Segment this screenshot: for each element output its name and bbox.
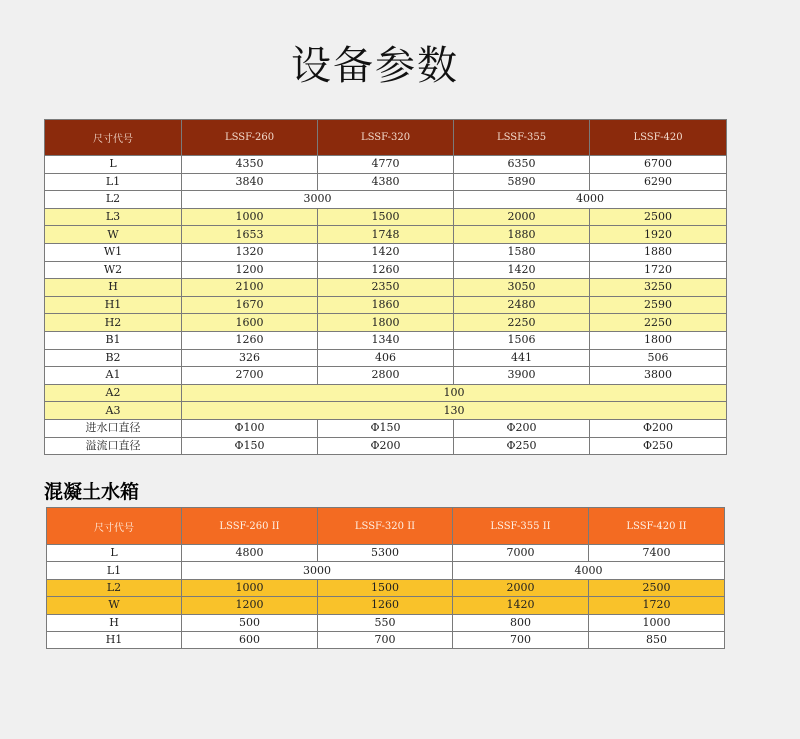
row-label: H1: [45, 296, 182, 314]
cell: 850: [589, 631, 725, 648]
header-model: LSSF-420: [590, 120, 727, 156]
table-row: [45, 296, 727, 314]
cell: Φ200: [590, 419, 727, 437]
cell: 550: [318, 614, 453, 631]
cell: 5300: [318, 545, 453, 562]
row-label: H: [47, 614, 182, 631]
cell: 4800: [182, 545, 318, 562]
cell: 4350: [182, 156, 318, 174]
row-label: B2: [45, 349, 182, 367]
cell: Φ200: [318, 437, 454, 455]
cell: 4770: [318, 156, 454, 174]
cell: 406: [318, 349, 454, 367]
cell: 506: [590, 349, 727, 367]
row-label: A1: [45, 367, 182, 385]
cell: 2800: [318, 367, 454, 385]
cell: 1720: [589, 597, 725, 614]
cell: Φ150: [182, 437, 318, 455]
table-row: [45, 208, 727, 226]
header-model: LSSF-260 II: [182, 508, 318, 545]
row-label: L1: [47, 562, 182, 579]
row-label: A2: [45, 384, 182, 402]
cell: 1200: [182, 597, 318, 614]
table-row: [45, 331, 727, 349]
cell: 6350: [454, 156, 590, 174]
cell: Φ250: [590, 437, 727, 455]
row-label: W2: [45, 261, 182, 279]
row-label: L1: [45, 173, 182, 191]
cell: 1653: [182, 226, 318, 244]
cell: 7000: [453, 545, 589, 562]
cell: 2700: [182, 367, 318, 385]
cell: 2500: [589, 579, 725, 596]
cell: 2000: [453, 579, 589, 596]
row-label: L3: [45, 208, 182, 226]
cell: 700: [453, 631, 589, 648]
row-label: L: [47, 545, 182, 562]
cell: 6700: [590, 156, 727, 174]
table-row: [45, 226, 727, 244]
cell: Φ200: [454, 419, 590, 437]
table-row: [45, 156, 727, 174]
table-row: [45, 279, 727, 297]
row-label: H2: [45, 314, 182, 332]
merged-cell: 4000: [454, 191, 727, 209]
table-row: [45, 314, 727, 332]
cell: 6290: [590, 173, 727, 191]
cell: 3050: [454, 279, 590, 297]
cell: 2500: [590, 208, 727, 226]
cell: 1260: [182, 331, 318, 349]
header-model: LSSF-260: [182, 120, 318, 156]
concrete-tank-table: [46, 507, 725, 649]
table-row: [45, 437, 727, 455]
row-label: L: [45, 156, 182, 174]
cell: 1420: [454, 261, 590, 279]
cell: 1600: [182, 314, 318, 332]
table-row: [45, 261, 727, 279]
merged-cell: 3000: [182, 191, 454, 209]
cell: 1000: [589, 614, 725, 631]
cell: 2100: [182, 279, 318, 297]
row-label: H: [45, 279, 182, 297]
cell: 1000: [182, 208, 318, 226]
merged-cell: 100: [182, 384, 727, 402]
cell: 1800: [590, 331, 727, 349]
cell: 3250: [590, 279, 727, 297]
table-row: [45, 173, 727, 191]
page-title: 设备参数: [291, 43, 459, 89]
row-label: L2: [45, 191, 182, 209]
equipment-parameter-table: [44, 119, 727, 455]
table-row: [45, 384, 727, 402]
row-label: L2: [47, 579, 182, 596]
cell: 1860: [318, 296, 454, 314]
table-row: [45, 419, 727, 437]
cell: 1880: [590, 243, 727, 261]
cell: 2480: [454, 296, 590, 314]
cell: 1320: [182, 243, 318, 261]
table-row: [45, 367, 727, 385]
merged-cell: 4000: [453, 562, 725, 579]
header-size-code: 尺寸代号: [47, 508, 182, 545]
cell: 1670: [182, 296, 318, 314]
cell: 1260: [318, 597, 453, 614]
cell: Φ100: [182, 419, 318, 437]
merged-cell: 3000: [182, 562, 453, 579]
table-row: [47, 545, 725, 562]
merged-cell: 130: [182, 402, 727, 420]
table-row: [47, 562, 725, 579]
table-row: [45, 349, 727, 367]
table-header-row: [45, 120, 727, 156]
cell: 3840: [182, 173, 318, 191]
cell: 2590: [590, 296, 727, 314]
cell: 1506: [454, 331, 590, 349]
cell: 3900: [454, 367, 590, 385]
cell: 2250: [454, 314, 590, 332]
table-row: [47, 614, 725, 631]
table-row: [45, 243, 727, 261]
row-label: W1: [45, 243, 182, 261]
cell: 1720: [590, 261, 727, 279]
cell: 326: [182, 349, 318, 367]
cell: 1420: [453, 597, 589, 614]
cell: 1880: [454, 226, 590, 244]
row-label: 进水口直径: [45, 419, 182, 437]
row-label: A3: [45, 402, 182, 420]
table-row: [47, 579, 725, 596]
cell: 2250: [590, 314, 727, 332]
cell: 441: [454, 349, 590, 367]
table-row: [47, 631, 725, 648]
header-model: LSSF-420 II: [589, 508, 725, 545]
cell: 7400: [589, 545, 725, 562]
header-model: LSSF-355: [454, 120, 590, 156]
cell: 1340: [318, 331, 454, 349]
cell: 1500: [318, 208, 454, 226]
cell: Φ250: [454, 437, 590, 455]
cell: 4380: [318, 173, 454, 191]
row-label: H1: [47, 631, 182, 648]
cell: 2000: [454, 208, 590, 226]
row-label: W: [45, 226, 182, 244]
cell: 600: [182, 631, 318, 648]
cell: 2350: [318, 279, 454, 297]
header-model: LSSF-320: [318, 120, 454, 156]
cell: Φ150: [318, 419, 454, 437]
row-label: W: [47, 597, 182, 614]
table-row: [45, 402, 727, 420]
section-title: 混凝土水箱: [44, 481, 140, 503]
row-label: B1: [45, 331, 182, 349]
cell: 500: [182, 614, 318, 631]
cell: 1420: [318, 243, 454, 261]
cell: 1920: [590, 226, 727, 244]
table-row: [47, 597, 725, 614]
table-header-row: [47, 508, 725, 545]
row-label: 溢流口直径: [45, 437, 182, 455]
cell: 1580: [454, 243, 590, 261]
header-model: LSSF-320 II: [318, 508, 453, 545]
cell: 1800: [318, 314, 454, 332]
cell: 1748: [318, 226, 454, 244]
cell: 5890: [454, 173, 590, 191]
cell: 800: [453, 614, 589, 631]
cell: 1200: [182, 261, 318, 279]
cell: 3800: [590, 367, 727, 385]
table-row: [45, 191, 727, 209]
cell: 1260: [318, 261, 454, 279]
cell: 700: [318, 631, 453, 648]
cell: 1500: [318, 579, 453, 596]
header-size-code: 尺寸代号: [45, 120, 182, 156]
header-model: LSSF-355 II: [453, 508, 589, 545]
cell: 1000: [182, 579, 318, 596]
